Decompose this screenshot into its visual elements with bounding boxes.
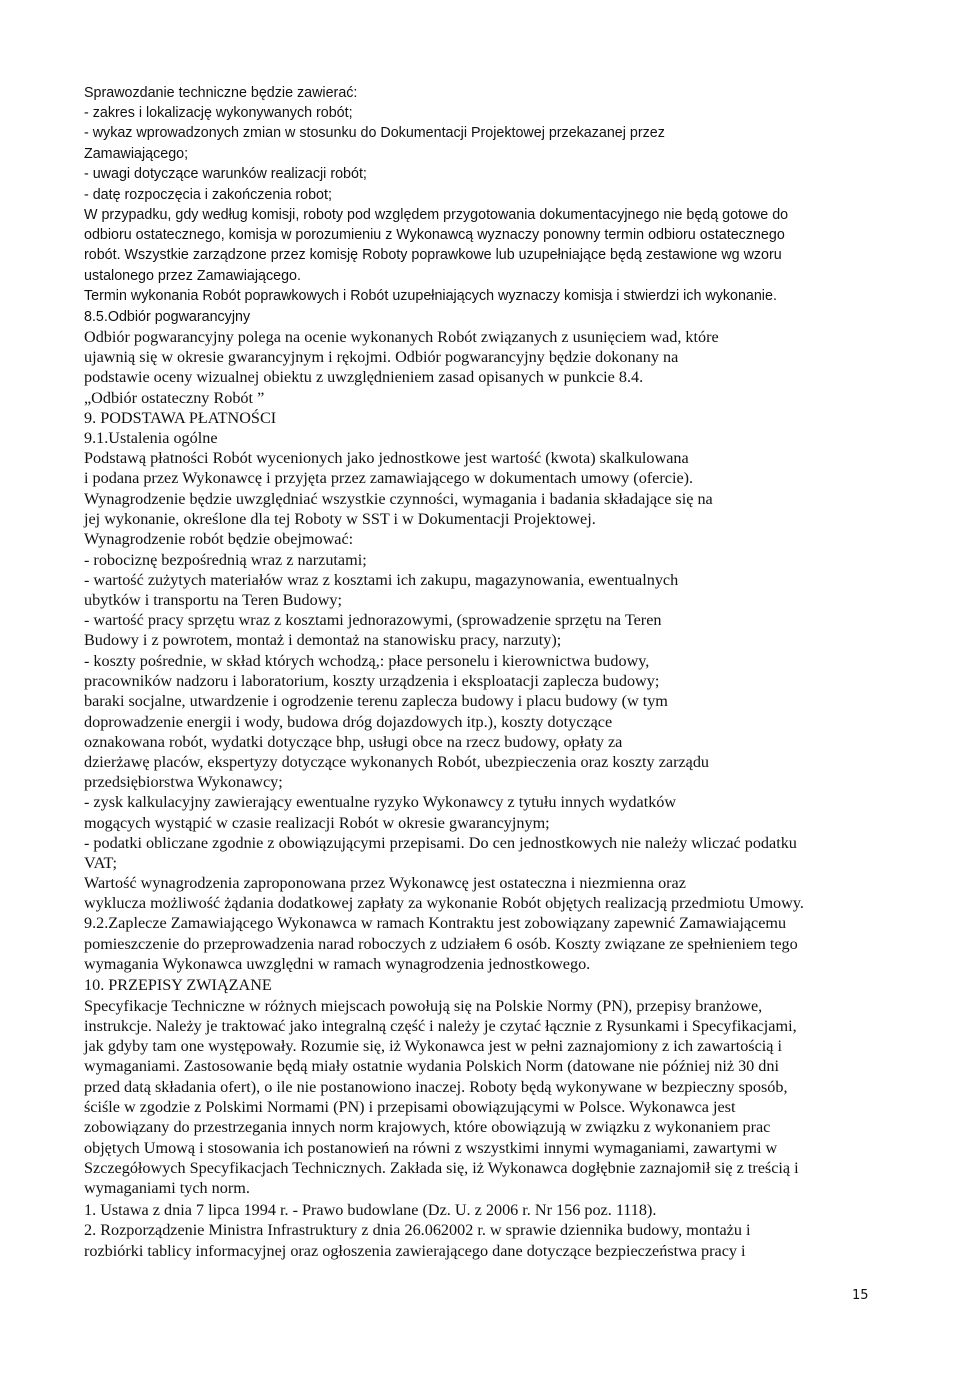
text-line: jej wykonanie, określone dla tej Roboty w SST i w Dokumentacji Projektowej. [84,510,596,528]
text-line: 9.2.Zaplecze Zamawiającego Wykonawca w ramach Kontraktu jest zobowiązany zapewnić Zamawiającemu [84,914,787,932]
text-line: ubytków i transportu na Teren Budowy; [84,591,342,609]
text-line: i podana przez Wykonawcę i przyjęta przez zamawiającego w dokumentach umowy (ofercie). [84,469,694,487]
text-line: rozbiórki tablicy informacyjnej oraz ogłoszenia zawierającego dane dotyczące bezpieczeństwa pracy i [84,1242,746,1260]
text-line: - wartość pracy sprzętu wraz z kosztami jednorazowymi, (sprowadzenie sprzętu na Teren [84,611,662,629]
text-line: wyklucza możliwość żądania dodatkowej zapłaty za wykonanie Robót objętych realizacją przedmiotu Umowy. [84,894,804,912]
text-line: przed datą składania ofert), o ile nie postanowiono inaczej. Roboty będą wykonywane w bezpieczny sposób, [84,1078,788,1096]
text-line: 8.5.Odbiór pogwarancyjny [84,309,251,325]
text-line: Budowy i z powrotem, montaż i demontaż na stanowisku pracy, narzuty); [84,631,562,649]
text-line: Wartość wynagrodzenia zaproponowana przez Wykonawcę jest ostateczna i niezmienna oraz [84,874,686,892]
text-line: doprowadzenie energii i wody, budowa dróg dojazdowych itp.), koszty dotyczące [84,713,613,731]
text-line: wymaganiami tych norm. [84,1179,250,1197]
text-line: 9. PODSTAWA PŁATNOŚCI [84,409,277,427]
text-line: dzierżawę placów, ekspertyzy dotyczące wykonanych Robót, ubezpieczenia oraz koszty zarządu [84,753,710,771]
text-line: wymagania Wykonawca uwzględni w ramach wynagrodzenia jednostkowego. [84,955,591,973]
text-line: „Odbiór ostateczny Robót ” [84,389,265,407]
text-line: W przypadku, gdy według komisji, roboty pod względem przygotowania dokumentacyjnego nie będą gotowe do [84,207,789,223]
text-line: odbioru ostatecznego, komisja w porozumieniu z Wykonawcą wyznaczy ponowny termin odbioru ostatecznego [84,227,785,243]
text-line: 2. Rozporządzenie Ministra Infrastruktury z dnia 26.062002 r. w sprawie dziennika budowy, montażu i [84,1221,751,1239]
text-line: - uwagi dotyczące warunków realizacji robót; [84,166,367,182]
text-line: zobowiązany do przestrzegania innych norm krajowych, które obowiązują w związku z wykonaniem prac [84,1118,771,1136]
text-line: ściśle w zgodzie z Polskimi Normami (PN) i przepisami obowiązującymi w Polsce. Wykonawca jest [84,1098,736,1116]
text-line: - wartość zużytych materiałów wraz z kosztami ich zakupu, magazynowania, ewentualnych [84,571,679,589]
text-line: - podatki obliczane zgodnie z obowiązującymi przepisami. Do cen jednostkowych nie należy wliczać podatku [84,834,797,852]
text-line: wymaganiami. Zastosowanie będą miały ostatnie wydania Polskich Norm (datowane nie później niż 30 dni [84,1057,779,1075]
text-line: - wykaz wprowadzonych zmian w stosunku do Dokumentacji Projektowej przekazanej przez [84,125,665,141]
text-line: - koszty pośrednie, w skład których wchodzą,: płace personelu i kierownictwa budowy, [84,652,650,670]
text-line: Zamawiającego; [84,146,189,162]
text-line: objętych Umową i stosowania ich postanowień na równi z wszystkimi innymi wymaganiami, zawartymi w [84,1139,778,1157]
text-line: - zakres i lokalizację wykonywanych robót; [84,105,353,121]
text-line: ujawnią się w okresie gwarancyjnym i rękojmi. Odbiór pogwarancyjny będzie dokonany na [84,348,679,366]
text-line: mogących wystąpić w czasie realizacji Robót w okresie gwarancyjnym; [84,814,550,832]
page-number: 15 [852,1288,869,1303]
text-line: Sprawozdanie techniczne będzie zawierać: [84,85,358,101]
text-line: Termin wykonania Robót poprawkowych i Robót uzupełniających wyznaczy komisja i stwierdzi ich wykonanie. [84,288,777,304]
text-line: 10. PRZEPISY ZWIĄZANE [84,976,272,994]
text-line: instrukcje. Należy je traktować jako integralną część i należy je czytać łącznie z Rysunkami i Specyfikacjami, [84,1017,797,1035]
text-line: VAT; [84,854,117,872]
text-line: - zysk kalkulacyjny zawierający ewentualne ryzyko Wykonawcy z tytułu innych wydatków [84,793,677,811]
text-line: Wynagrodzenie robót będzie obejmować: [84,530,354,548]
text-line: oznakowana robót, wydatki dotyczące bhp, usługi obce na rzecz budowy, opłaty za [84,733,623,751]
text-line: robót. Wszystkie zarządzone przez komisję Roboty poprawkowe lub uzupełniające będą zestawione wg wzoru [84,247,782,263]
text-line: ustalonego przez Zamawiającego. [84,268,301,284]
text-line: - datę rozpoczęcia i zakończenia robot; [84,187,332,203]
text-line: Odbiór pogwarancyjny polega na ocenie wykonanych Robót związanych z usunięciem wad, które [84,328,719,346]
text-line: Specyfikacje Techniczne w różnych miejscach powołują się na Polskie Normy (PN), przepisy branżowe, [84,997,763,1015]
text-line: Podstawą płatności Robót wycenionych jako jednostkowe jest wartość (kwota) skalkulowana [84,449,689,467]
text-line: baraki socjalne, utwardzenie i ogrodzenie terenu zaplecza budowy i placu budowy (w tym [84,692,668,710]
text-line: przedsiębiorstwa Wykonawcy; [84,773,283,791]
text-line: 9.1.Ustalenia ogólne [84,429,218,447]
text-line: 1. Ustawa z dnia 7 lipca 1994 r. - Prawo budowlane (Dz. U. z 2006 r. Nr 156 poz. 1118). [84,1201,657,1219]
text-line: pomieszczenie do przeprowadzenia narad roboczych z udziałem 6 osób. Koszty związane ze spełnieniem tego [84,935,798,953]
text-line: Wynagrodzenie będzie uwzględniać wszystkie czynności, wymagania i badania składające się na [84,490,713,508]
text-line: pracowników nadzoru i laboratorium, koszty urządzenia i eksploatacji zaplecza budowy; [84,672,660,690]
text-line: jak gdyby tam one występowały. Rozumie się, iż Wykonawca jest w pełni zaznajomiony z ich zawartością i [84,1037,783,1055]
text-line: Szczegółowych Specyfikacjach Technicznych. Zakłada się, iż Wykonawca dogłębnie zaznajomił się z treścią i [84,1159,799,1177]
text-line: podstawie oceny wizualnej obiektu z uwzględnieniem zasad opisanych w punkcie 8.4. [84,368,644,386]
text-line: - robociznę bezpośrednią wraz z narzutami; [84,551,367,569]
